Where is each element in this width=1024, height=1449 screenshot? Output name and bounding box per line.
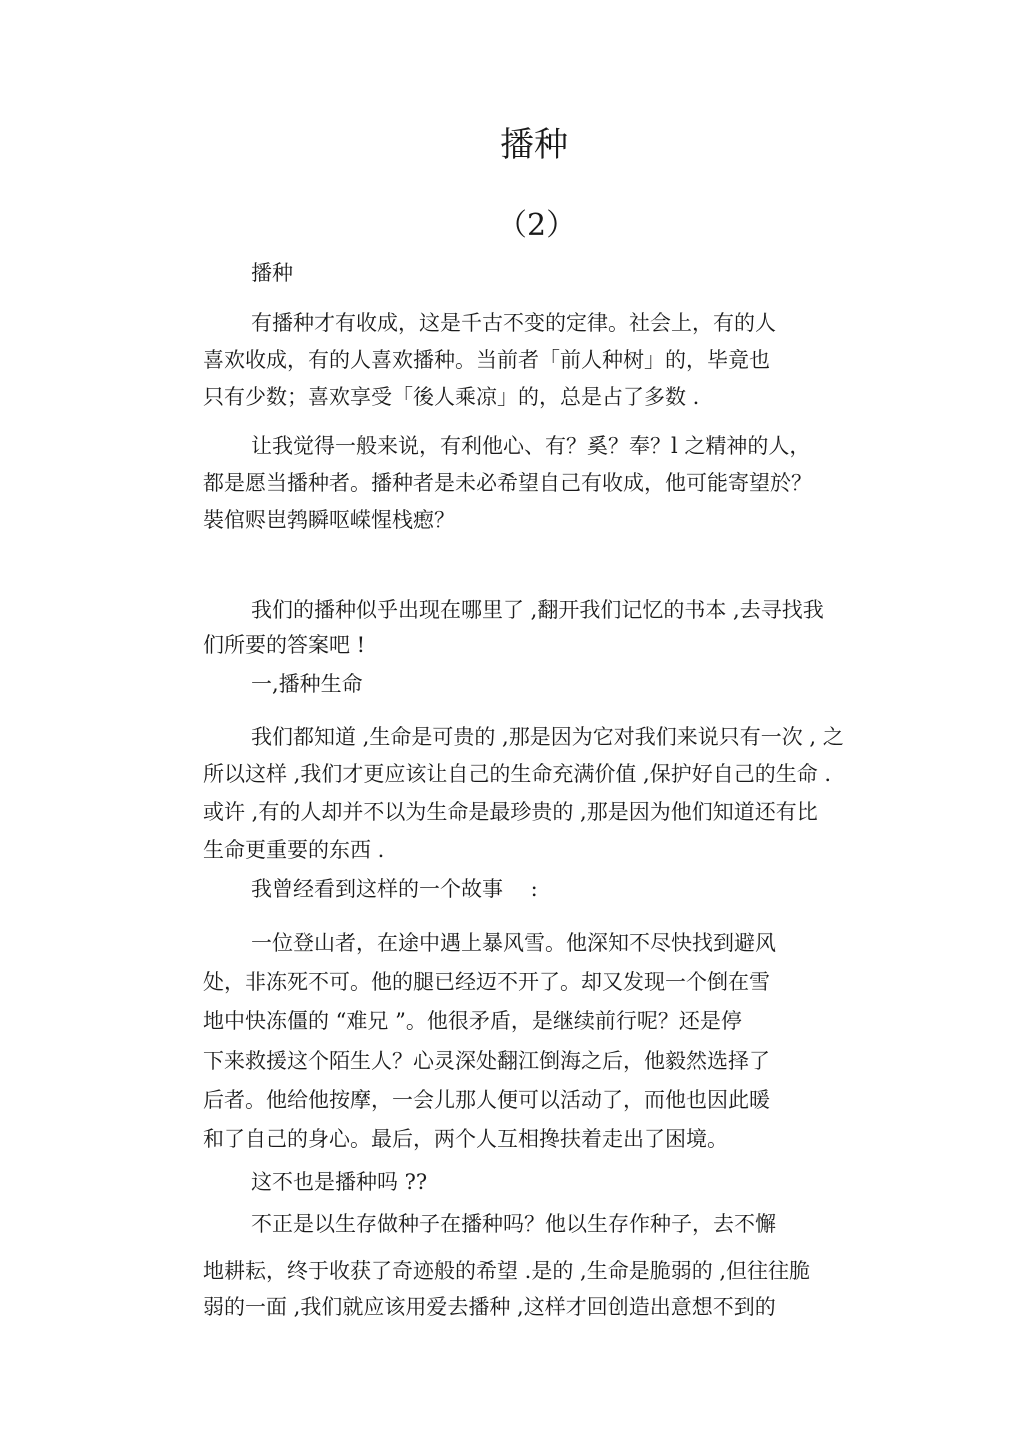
section-heading: 播种 (251, 261, 293, 285)
section-heading: 一,播种生命 (251, 672, 363, 696)
paragraph-line: 地中快冻僵的 “难兄 ”。他很矛盾，是继续前行呢？还是停 (203, 1009, 742, 1033)
document-subtitle: （2） (497, 208, 577, 243)
paragraph-line: 都是愿当播种者。播种者是未必希望自己有收成，他可能寄望於？ (203, 471, 812, 495)
paragraph-line: 我们都知道 ,生命是可贵的 ,那是因为它对我们来说只有一次 , 之 (251, 725, 844, 749)
paragraph-line: 有播种才有收成，这是千古不变的定律。社会上，有的人 (251, 311, 776, 335)
paragraph-line: 不正是以生存做种子在播种吗？他以生存作种子，去不懈 (251, 1212, 776, 1236)
paragraph-line: 生命更重要的东西 . (203, 838, 385, 862)
paragraph-line: 后者。他给他按摩，一会儿那人便可以活动了，而他也因此暖 (203, 1088, 770, 1112)
paragraph-line: 地耕耘，终于收获了奇迹般的希望 .是的 ,生命是脆弱的 ,但往往脆 (203, 1259, 811, 1283)
paragraph-line: 和了自己的身心。最后，两个人互相搀扶着走出了困境。 (203, 1127, 728, 1151)
paragraph-line: 只有少数；喜欢享受「後人乘凉」的，总是占了多数 . (203, 385, 700, 409)
paragraph-line: 们所要的答案吧 ! (203, 633, 366, 657)
paragraph-line: 一位登山者，在途中遇上暴风雪。他深知不尽快找到避风 (251, 931, 776, 955)
paragraph-line: 或许 ,有的人却并不以为生命是最珍贵的 ,那是因为他们知道还有比 (203, 800, 818, 824)
paragraph-line: 处，非冻死不可。他的腿已经迈不开了。却又发现一个倒在雪 (203, 970, 770, 994)
paragraph-line: 我们的播种似乎出现在哪里了 ,翻开我们记忆的书本 ,去寻找我 (251, 598, 824, 622)
document-title: 播种 (500, 125, 568, 165)
paragraph-line: 所以这样 ,我们才更应该让自己的生命充满价值 ,保护好自己的生命 . (203, 762, 832, 786)
paragraph-line: 让我觉得一般来说，有利他心、有？奚？奉？l 之精神的人， (251, 434, 811, 458)
paragraph-line: 我曾经看到这样的一个故事 : (251, 877, 538, 901)
paragraph-line: 裝倌赆岜鹁瞬呕嵘惺栈瘛？ (203, 508, 455, 532)
paragraph-line: 弱的一面 ,我们就应该用爱去播种 ,这样才回创造出意想不到的 (203, 1295, 776, 1319)
paragraph-line: 这不也是播种吗 ?? (251, 1170, 428, 1194)
paragraph-line: 下来救援这个陌生人？心灵深处翻江倒海之后，他毅然选择了 (203, 1049, 770, 1073)
paragraph-line: 喜欢收成，有的人喜欢播种。当前者「前人种树」的，毕竟也 (203, 348, 770, 372)
